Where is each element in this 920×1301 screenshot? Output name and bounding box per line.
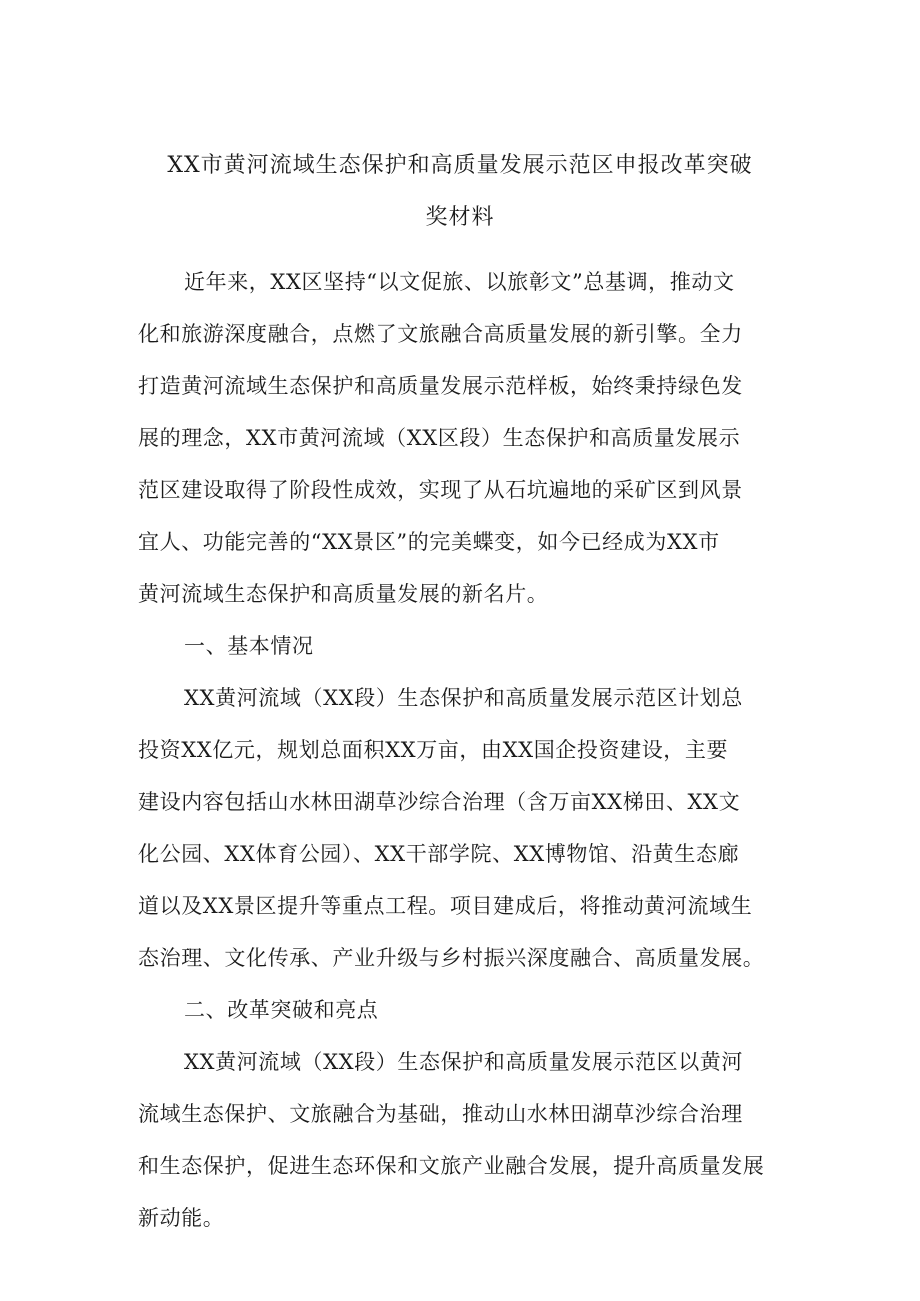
paragraph-2-line: 投资XX亿元，规划总面积XX万亩，由XX国企投资建设，主要 (138, 738, 729, 762)
paragraph-1-line: 展的理念，XX市黄河流域（XX区段）生态保护和高质量发展示 (138, 426, 741, 450)
paragraph-2-line: 道以及XX景区提升等重点工程。项目建成后，将推动黄河流域生 (138, 894, 753, 918)
paragraph-2-line: 建设内容包括山水林田湖草沙综合治理（含万亩XX梯田、XX文 (138, 790, 741, 814)
paragraph-1-line: 化和旅游深度融合，点燃了文旅融合高质量发展的新引擎。全力 (138, 322, 743, 346)
paragraph-2-line: XX黄河流域（XX段）生态保护和高质量发展示范区计划总 (184, 686, 743, 710)
paragraph-3-line: 和生态保护，促进生态环保和文旅产业融合发展，提升高质量发展 (138, 1154, 765, 1178)
paragraph-1-line: 近年来，XX区坚持“以文促旅、以旅彰文”总基调，推动文 (184, 270, 735, 294)
document-title-line-1: XX市黄河流域生态保护和高质量发展示范区申报改革突破 (167, 153, 753, 178)
paragraph-1-line: 范区建设取得了阶段性成效，实现了从石坑遍地的采矿区到风景 (138, 478, 743, 502)
paragraph-2-line: 态治理、文化传承、产业升级与乡村振兴深度融合、高质量发展。 (138, 946, 765, 970)
paragraph-1-line: 打造黄河流域生态保护和高质量发展示范样板，始终秉持绿色发 (138, 374, 743, 398)
paragraph-3-line: 新动能。 (138, 1206, 225, 1230)
paragraph-3-line: 流域生态保护、文旅融合为基础，推动山水林田湖草沙综合治理 (138, 1102, 743, 1126)
paragraph-1-line: 宜人、功能完善的“XX景区”的完美蝶变，如今已经成为XX市 (138, 530, 720, 554)
paragraph-3-line: XX黄河流域（XX段）生态保护和高质量发展示范区以黄河 (184, 1050, 743, 1074)
document-title-line-2: 奖材料 (425, 205, 495, 230)
paragraph-1-line: 黄河流域生态保护和高质量发展的新名片。 (138, 582, 549, 606)
paragraph-2-line: 化公园、XX体育公园）、XX干部学院、XX博物馆、沿黄生态廊 (138, 842, 740, 866)
section-heading-basic-info: 一、基本情况 (184, 634, 314, 658)
section-heading-reform-highlights: 二、改革突破和亮点 (184, 998, 379, 1022)
